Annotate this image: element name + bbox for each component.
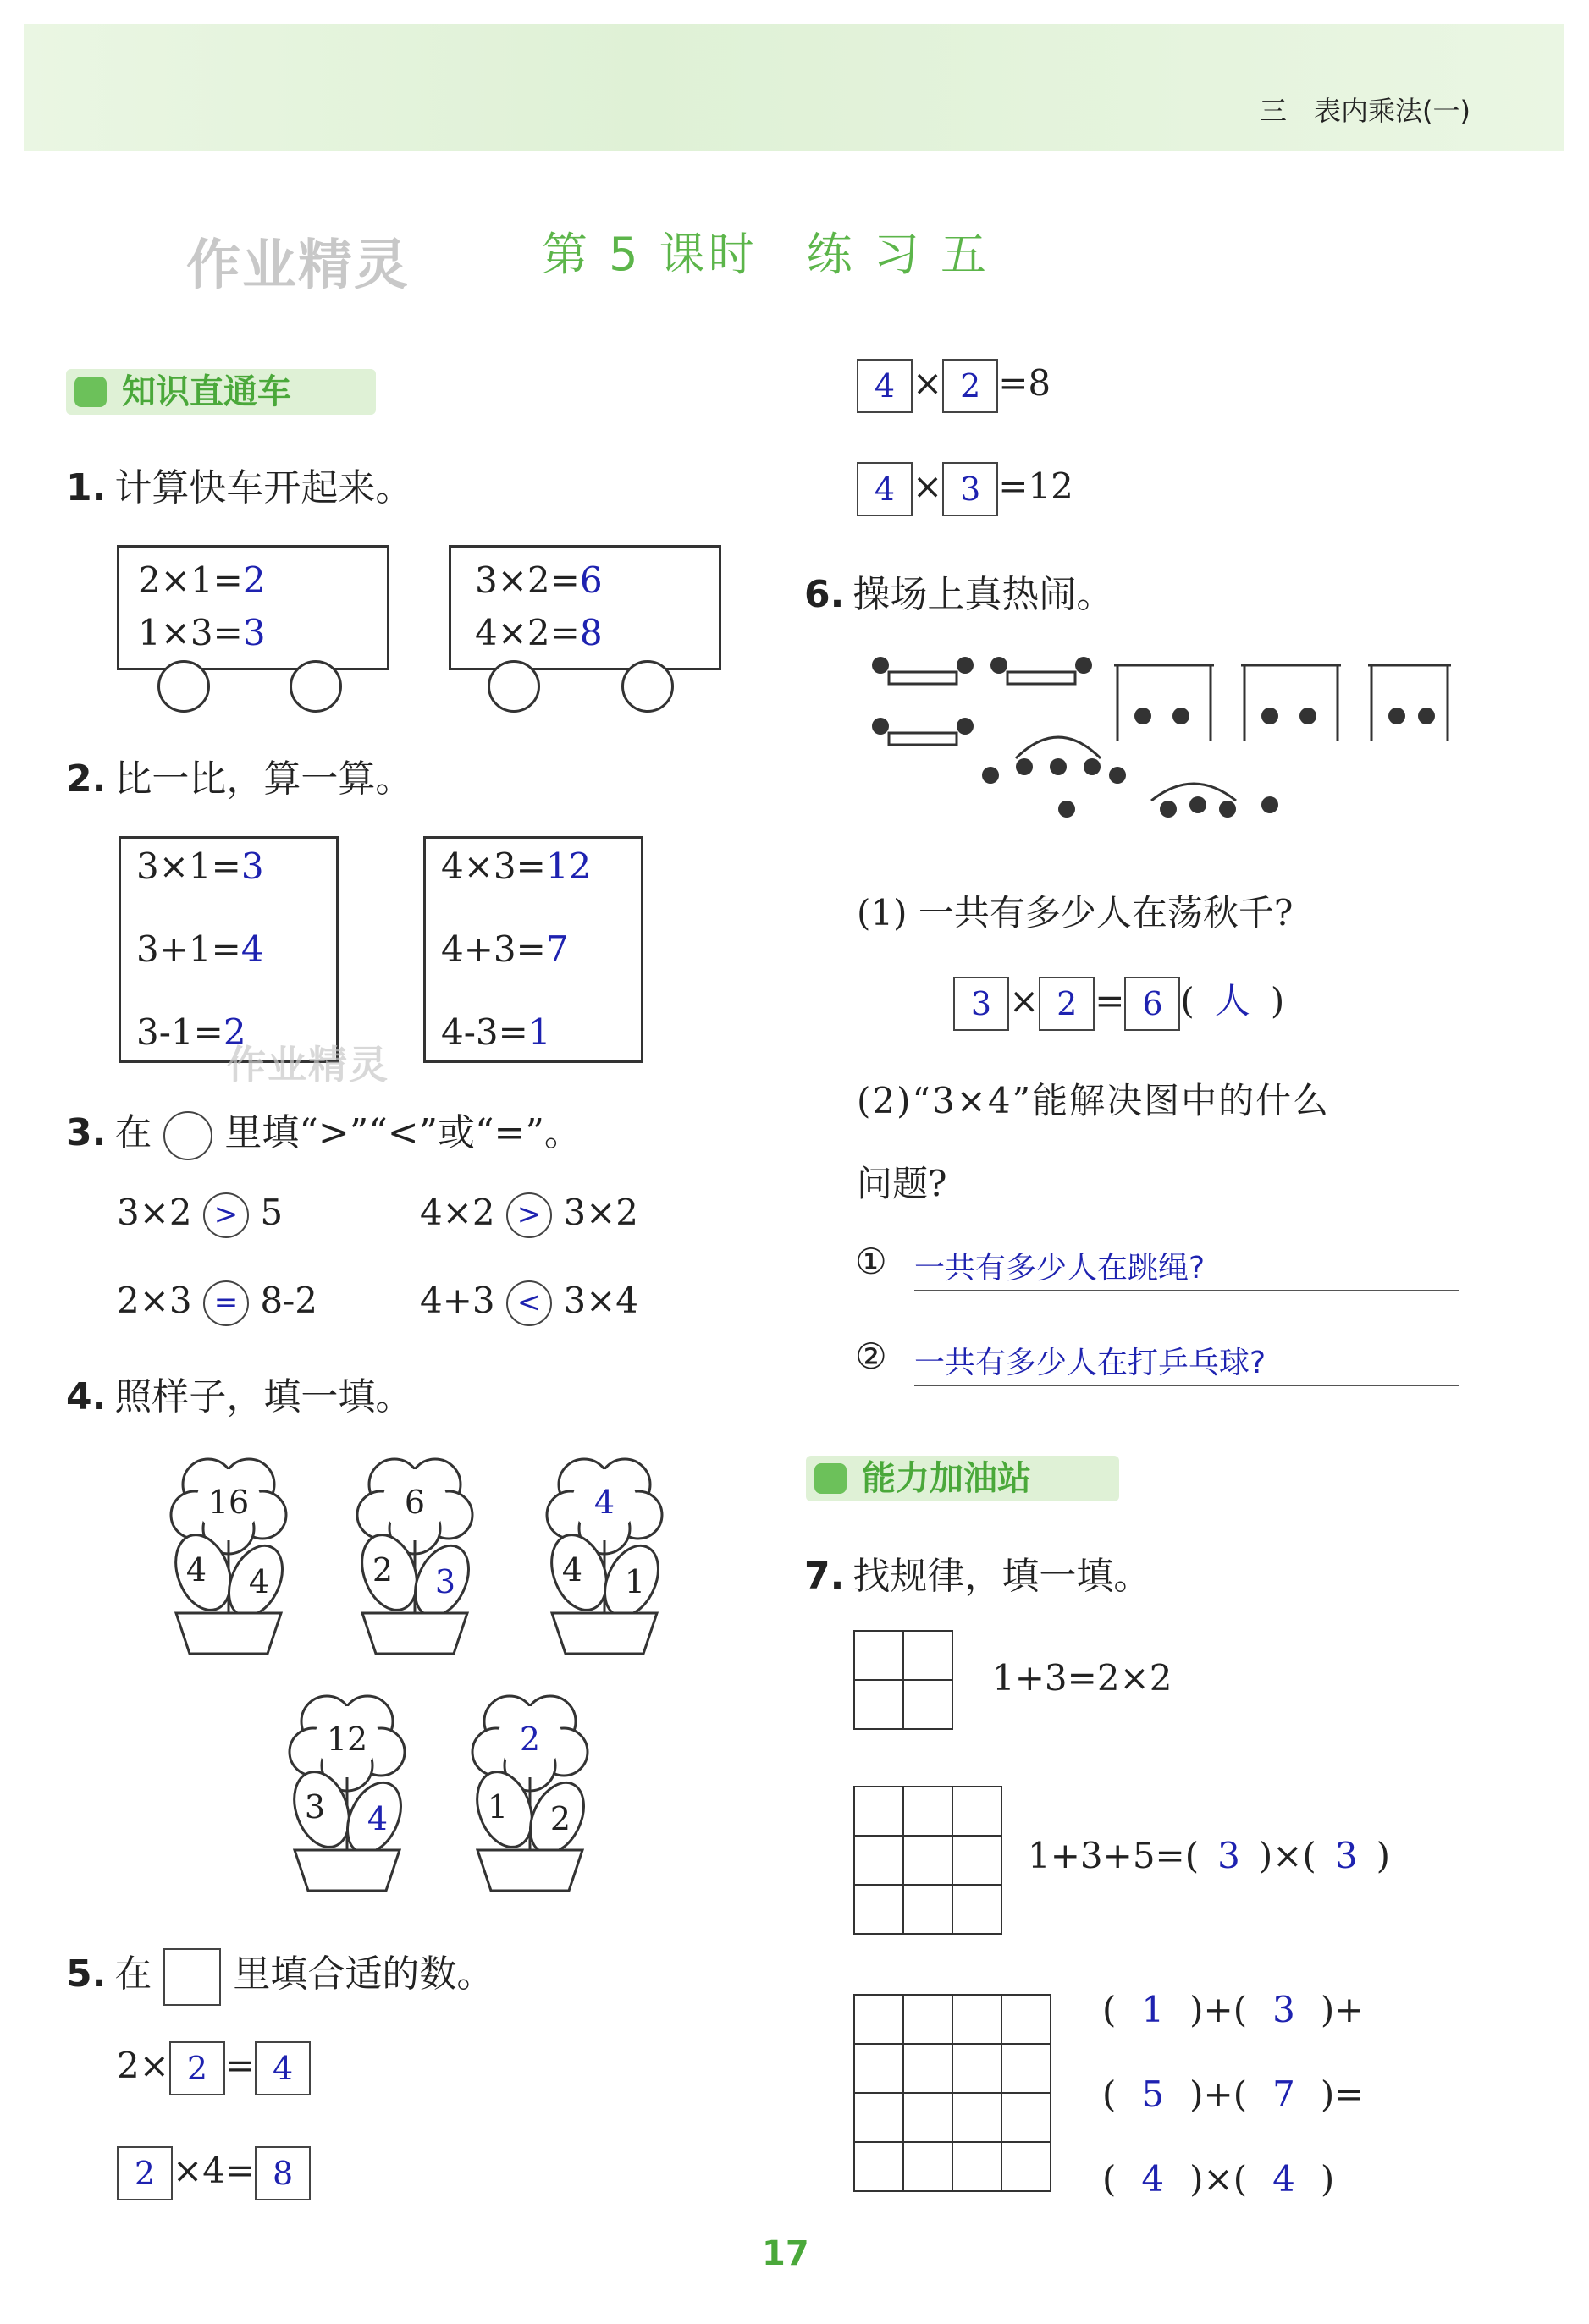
flower	[462, 1684, 606, 1896]
compare-item: 4+3 < 3×4	[420, 1280, 638, 1326]
fill-row-4: 4 × 3 =12	[857, 462, 1073, 516]
circle-blank	[163, 1111, 212, 1160]
compare-item: 2×3 = 8-2	[117, 1280, 317, 1326]
answer-box[interactable]: 6	[1124, 977, 1180, 1031]
flower-factor-left: 4	[561, 1551, 583, 1589]
question-7: 7. 找规律，填一填。	[804, 1555, 1151, 1598]
q6-sub1: (1) 一共有多少人在荡秋千?	[857, 892, 1294, 933]
page-number: 17	[762, 2234, 809, 2273]
pattern-eq-3-row: ( 1 )+( 3 )+	[1102, 1989, 1365, 2030]
compare-box-2: 4×3=12 4+3=7 4-3=1	[423, 836, 643, 1063]
answer: 3	[242, 612, 266, 653]
question-4: 4. 照样子，填一填。	[66, 1375, 413, 1418]
compare-item: 4×2 > 3×2	[420, 1192, 638, 1238]
fill-row-3: 4 × 2 =8	[857, 359, 1051, 413]
chapter-header: 三 表内乘法(一)	[1260, 95, 1470, 127]
flower-factor-right: 4	[248, 1563, 270, 1600]
pattern-eq-1: 1+3=2×2	[992, 1657, 1172, 1699]
runner-icon	[814, 1463, 847, 1494]
answer-circle[interactable]: >	[506, 1192, 552, 1238]
flower	[347, 1447, 491, 1659]
flower-factor-right: 4	[367, 1800, 389, 1837]
answer-box[interactable]: 4	[857, 462, 913, 516]
answer-line[interactable]: 一共有多少人在跳绳?	[914, 1244, 1459, 1291]
answer-box[interactable]: 2	[117, 2146, 173, 2200]
flower-factor-right: 2	[549, 1800, 571, 1837]
page-title: 第 5 课时 练 习 五	[542, 228, 990, 281]
question-5: 5. 在 里填合适的数。	[66, 1943, 494, 2006]
q6-answer-1-mark: ①	[855, 1241, 887, 1282]
answer-box[interactable]: 3	[953, 977, 1009, 1031]
flower-factor-left: 1	[487, 1788, 509, 1826]
flower-product: 6	[404, 1484, 426, 1521]
q6-sub1-answer: 3 × 2 = 6 ( 人 )	[953, 973, 1284, 1031]
flower-product: 16	[207, 1484, 250, 1521]
answer-circle[interactable]: <	[506, 1280, 552, 1326]
square-blank	[163, 1948, 221, 2006]
ping-pong-table	[889, 672, 957, 684]
wheel	[621, 660, 674, 713]
question-3: 3. 在 里填“>”“<”或“=”。	[66, 1102, 582, 1160]
flower-factor-right: 1	[624, 1563, 646, 1600]
answer-box[interactable]: 2	[942, 359, 998, 413]
q6-sub2: (2)“3×4”能解决图中的什么	[857, 1080, 1331, 1121]
pattern-eq-3-row: ( 5 )+( 7 )=	[1102, 2073, 1365, 2115]
pattern-eq-3-row: ( 4 )×( 4 )	[1102, 2158, 1335, 2200]
answer-box[interactable]: 4	[857, 359, 913, 413]
answer-box[interactable]: 4	[255, 2041, 311, 2095]
flower-product: 12	[326, 1721, 368, 1758]
answer-box[interactable]: 8	[255, 2146, 311, 2200]
grid-3x3	[853, 1786, 1002, 1935]
q6-answer-2-mark: ②	[855, 1335, 887, 1377]
ping-pong-table	[889, 733, 957, 745]
fill-row-2: 2 ×4= 8	[117, 2146, 311, 2200]
flower	[537, 1447, 681, 1659]
grid-4x4	[853, 1994, 1051, 2192]
section-header-knowledge: 知识直通车	[66, 369, 376, 415]
question-1: 1. 计算快车开起来。	[66, 466, 413, 509]
answer-circle[interactable]: =	[203, 1280, 249, 1326]
train-car-2: 3×2=6 4×2=8	[449, 545, 721, 670]
flower	[161, 1447, 305, 1659]
flower-factor-right: 3	[434, 1563, 456, 1600]
header-band	[24, 24, 1564, 151]
wheel	[157, 660, 210, 713]
answer: 8	[579, 612, 603, 653]
answer-circle[interactable]: >	[203, 1192, 249, 1238]
flower-factor-left: 4	[185, 1551, 207, 1589]
compare-box-1: 3×1=3 3+1=4 3-1=2	[119, 836, 339, 1063]
answer: 6	[579, 559, 603, 601]
fill-row-1: 2× 2 = 4	[117, 2041, 311, 2095]
answer-box[interactable]: 2	[169, 2041, 225, 2095]
flower-factor-left: 3	[304, 1788, 326, 1826]
grid-2x2	[853, 1630, 953, 1730]
flower-factor-left: 2	[372, 1551, 394, 1589]
answer-line[interactable]: 一共有多少人在打乒乓球?	[914, 1339, 1459, 1386]
flower-product: 4	[593, 1484, 615, 1521]
watermark-logo: 作业精灵	[186, 234, 410, 297]
playground-illustration	[863, 640, 1456, 843]
train-icon	[74, 377, 107, 407]
watermark-logo: 作业精灵	[227, 1042, 389, 1088]
q6-sub2-cont: 问题?	[857, 1163, 947, 1204]
wheel	[290, 660, 342, 713]
section-header-ability: 能力加油站	[806, 1456, 1119, 1501]
question-6: 6. 操场上真热闹。	[804, 573, 1114, 616]
flower	[279, 1684, 423, 1896]
pattern-eq-2: 1+3+5=( 3 )×( 3 )	[1028, 1835, 1390, 1876]
flower-product: 2	[519, 1721, 541, 1758]
answer-box[interactable]: 2	[1039, 977, 1095, 1031]
ping-pong-table	[1007, 672, 1075, 684]
question-2: 2. 比一比，算一算。	[66, 757, 413, 801]
answer: 2	[242, 559, 266, 601]
wheel	[488, 660, 540, 713]
train-car-1: 2×1=2 1×3=3	[117, 545, 389, 670]
compare-item: 3×2 > 5	[117, 1192, 283, 1238]
answer-box[interactable]: 3	[942, 462, 998, 516]
